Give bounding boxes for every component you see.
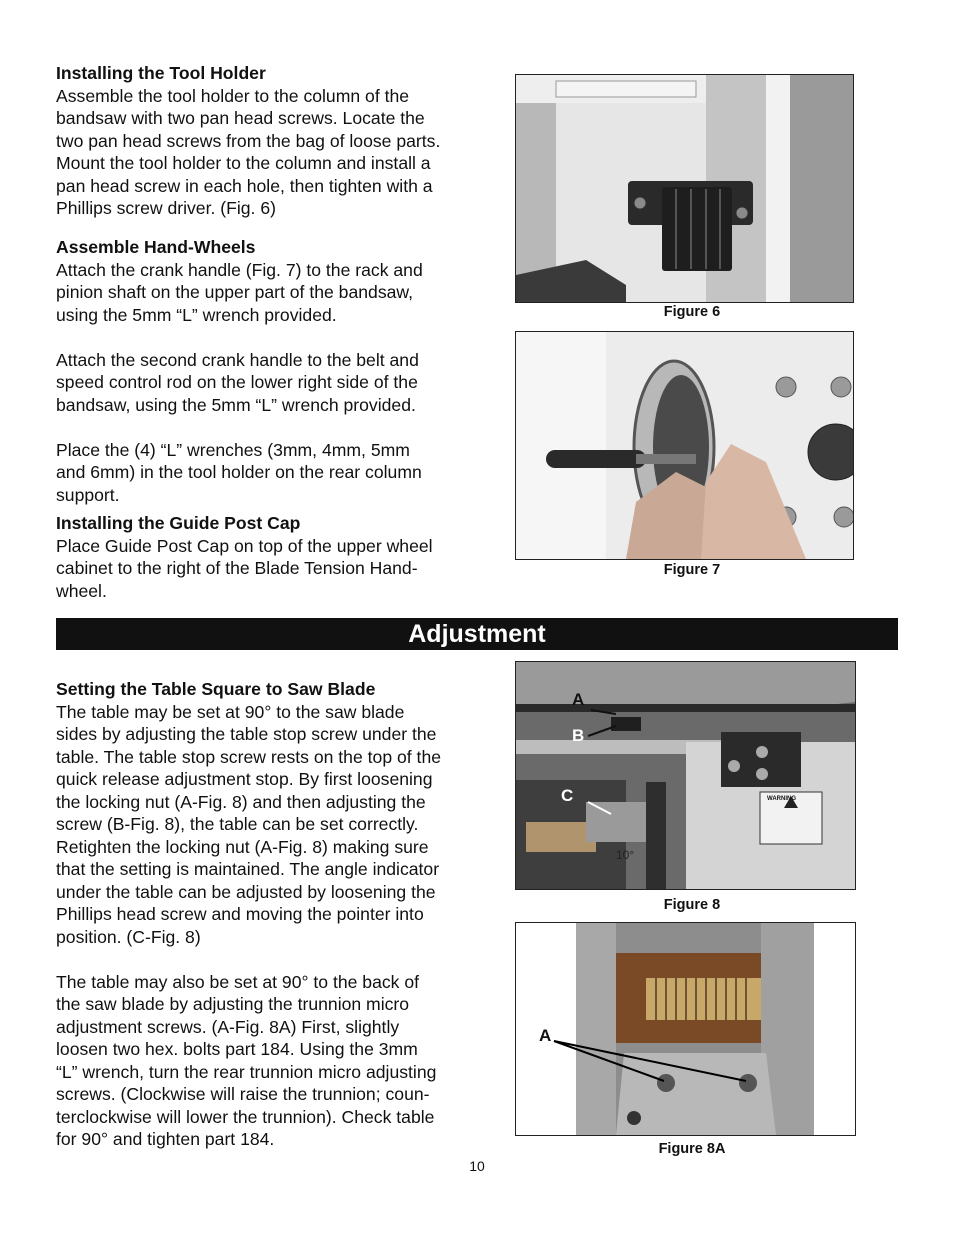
body-line: screws. (Clockwise will raise the trunnion; coun- [56, 1084, 430, 1104]
body-line: adjustment screws. (A-Fig. 8A) First, slightly [56, 1016, 400, 1037]
body-line: sides by adjusting the table stop screw under the [56, 724, 437, 744]
body-line: bandsaw with two pan head screws. Locate the [56, 108, 425, 128]
body-line: using the 5mm “L” wrench provided. [56, 304, 337, 325]
heading-table-square: Setting the Table Square to Saw Blade [56, 679, 376, 699]
table-stop-illustration [516, 662, 855, 889]
body-line: Mount the tool holder to the column and install a [56, 153, 431, 173]
label-a: A [539, 1026, 552, 1045]
figure-6-photo [515, 74, 854, 303]
body-line: Attach the second crank handle to the belt and [56, 349, 419, 370]
trunnion-illustration [516, 923, 855, 1135]
warning-plate-text: WARNING [767, 796, 796, 802]
body-line: pan head screw in each hole, then tighten with a [56, 175, 433, 196]
body-line: The table may be set at 90° to the saw blade [56, 701, 405, 722]
body-line: Phillips screw driver. (Fig. 6) [56, 198, 276, 218]
section-guide-post [56, 512, 471, 602]
body-line: Attach the crank handle (Fig. 7) to the rack and [56, 259, 423, 280]
figure-8a-caption: Figure 8A [658, 1141, 726, 1157]
body-line: the locking nut (A-Fig. 8) and then adjusting the [56, 791, 426, 812]
body-line: table. The table stop screw rests on the top of the [56, 746, 442, 767]
figure-6-caption: Figure 6 [663, 304, 721, 320]
body-line: two pan head screws from the bag of loose parts. [56, 130, 441, 151]
body-line: Phillips head screw and moving the pointer into [56, 904, 424, 924]
body-line: wheel. [56, 580, 107, 601]
body-line: Place Guide Post Cap on top of the upper wheel [56, 535, 433, 556]
section-tool-holder [56, 62, 471, 220]
body-line: The table may also be set at 90° to the back of [56, 971, 420, 992]
label-b: B [572, 726, 585, 745]
tool-holder-illustration [516, 75, 853, 302]
heading-hand-wheels: Assemble Hand-Wheels [56, 237, 256, 257]
section-hand-wheels [56, 236, 471, 506]
body-line: the saw blade by adjusting the trunnion micro [56, 994, 410, 1014]
angle-scale-mark: 10° [616, 848, 635, 862]
body-line: Assemble the tool holder to the column of the [56, 85, 410, 106]
body-line: pinion shaft on the upper part of the bandsaw, [56, 282, 414, 302]
figure-7-photo [515, 331, 854, 560]
body-line: speed control rod on the lower right side of the [56, 372, 418, 392]
section-banner [56, 618, 898, 650]
heading-guide-post: Installing the Guide Post Cap [56, 513, 301, 533]
body-line: bandsaw, using the 5mm “L” wrench provided. [56, 394, 416, 415]
crank-handle-illustration [516, 332, 853, 559]
body-line: that the setting is maintained. The angle indicator [56, 859, 440, 879]
label-a: A [572, 690, 585, 709]
body-line: screw (B-Fig. 8), the table can be set correctly. [56, 814, 419, 834]
body-line: position. (C-Fig. 8) [56, 926, 201, 947]
figure-8a-photo [515, 922, 856, 1136]
figure-7-caption: Figure 7 [663, 562, 721, 578]
body-line: for 90° and tighten part 184. [56, 1129, 275, 1149]
label-c: C [561, 786, 574, 805]
body-line: terclockwise will lower the trunnion). Check table [56, 1106, 435, 1127]
heading-tool-holder: Installing the Tool Holder [56, 63, 266, 83]
body-line: cabinet to the right of the Blade Tension Hand- [56, 558, 418, 578]
figure-8-caption: Figure 8 [663, 897, 721, 913]
body-line: loosen two hex. bolts part 184. Using the 3mm [56, 1039, 418, 1059]
body-line: “L” wrench, turn the rear trunnion micro adjusting [56, 1061, 437, 1082]
body-line: Retighten the locking nut (A-Fig. 8) making sure [56, 836, 429, 857]
body-line: under the table can be adjusted by loosening the [56, 881, 436, 902]
figure-8-photo [515, 661, 856, 890]
body-line: support. [56, 484, 120, 505]
page-number: 10 [469, 1158, 485, 1174]
banner-title: Adjustment [408, 620, 546, 648]
section-table-square [56, 678, 471, 1151]
body-line: quick release adjustment stop. By first loosening [56, 769, 433, 789]
body-line: Place the (4) “L” wrenches (3mm, 4mm, 5mm [56, 439, 410, 460]
body-line: and 6mm) in the tool holder on the rear column [56, 462, 422, 482]
